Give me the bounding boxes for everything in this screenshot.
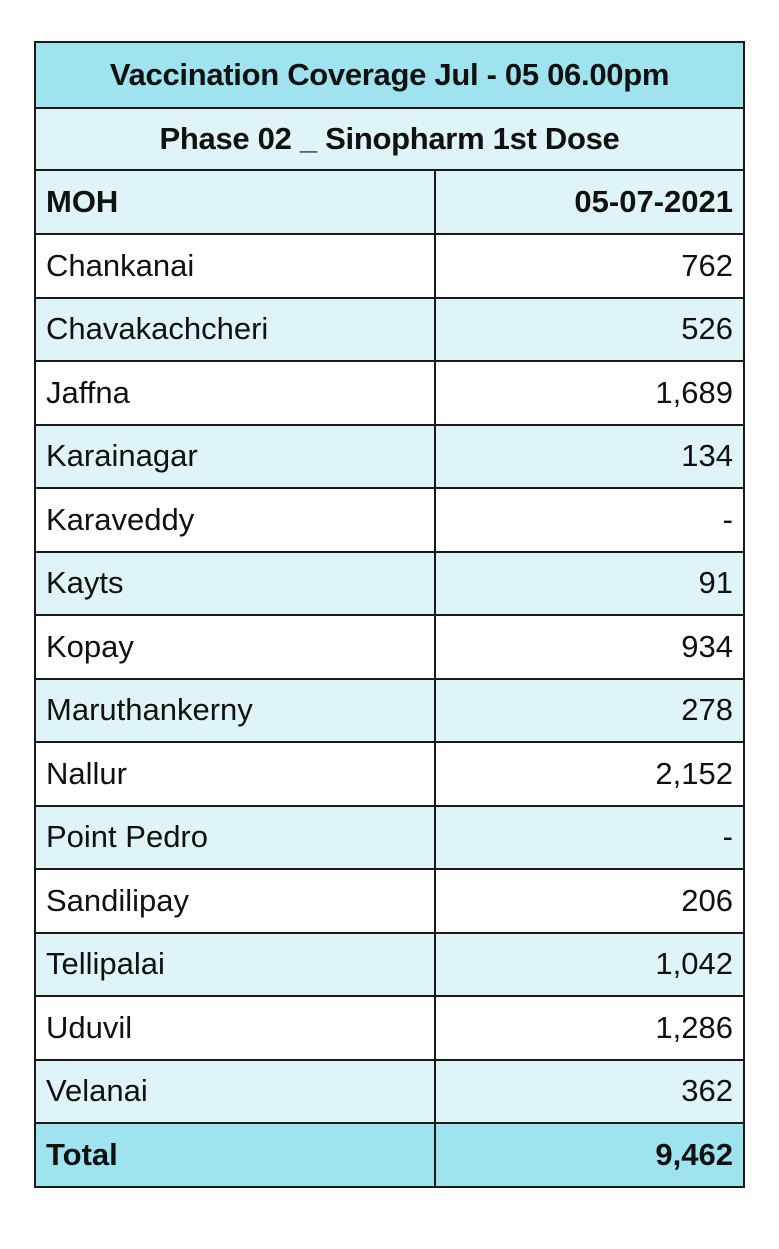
table-row bbox=[36, 616, 743, 680]
table-row bbox=[36, 362, 743, 426]
table-row bbox=[36, 870, 743, 934]
dose-count: 2,152 bbox=[655, 755, 733, 791]
header-moh: MOH bbox=[36, 171, 436, 233]
moh-name: Point Pedro bbox=[36, 807, 436, 869]
total-label: Total bbox=[36, 1124, 436, 1186]
dose-count: 526 bbox=[681, 311, 733, 347]
moh-name: Kayts bbox=[36, 553, 436, 615]
dose-count: 278 bbox=[681, 692, 733, 728]
header-row bbox=[36, 171, 743, 235]
dose-count: 206 bbox=[681, 882, 733, 918]
table-row bbox=[36, 997, 743, 1061]
dose-count: 1,689 bbox=[655, 374, 733, 410]
moh-name: Kopay bbox=[36, 616, 436, 678]
dose-count: - bbox=[722, 819, 733, 855]
moh-name: Velanai bbox=[36, 1061, 436, 1123]
moh-name: Chankanai bbox=[36, 235, 436, 297]
table-subtitle: Phase 02 _ Sinopharm 1st Dose bbox=[36, 109, 743, 171]
table-row bbox=[36, 934, 743, 998]
dose-count: 134 bbox=[681, 438, 733, 474]
total-row bbox=[36, 1124, 743, 1186]
table-row bbox=[36, 489, 743, 553]
moh-name: Nallur bbox=[36, 743, 436, 805]
table-row bbox=[36, 680, 743, 744]
moh-name: Chavakachcheri bbox=[36, 299, 436, 361]
dose-count: 762 bbox=[681, 247, 733, 283]
dose-count: 362 bbox=[681, 1073, 733, 1109]
moh-name: Uduvil bbox=[36, 997, 436, 1059]
dose-count: 91 bbox=[698, 565, 733, 601]
total-value: 9,462 bbox=[655, 1137, 733, 1172]
vaccination-table bbox=[34, 41, 745, 1188]
table-row bbox=[36, 235, 743, 299]
moh-name: Sandilipay bbox=[36, 870, 436, 932]
dose-count: 1,286 bbox=[655, 1009, 733, 1045]
table-row bbox=[36, 426, 743, 490]
dose-count: 934 bbox=[681, 628, 733, 664]
moh-name: Tellipalai bbox=[36, 934, 436, 996]
header-date: 05-07-2021 bbox=[574, 184, 733, 219]
moh-name: Jaffna bbox=[36, 362, 436, 424]
table-title: Vaccination Coverage Jul - 05 06.00pm bbox=[36, 43, 743, 109]
moh-name: Karainagar bbox=[36, 426, 436, 488]
table-row bbox=[36, 1061, 743, 1125]
table-row bbox=[36, 743, 743, 807]
table-row bbox=[36, 807, 743, 871]
table-row bbox=[36, 553, 743, 617]
dose-count: - bbox=[722, 501, 733, 537]
moh-name: Maruthankerny bbox=[36, 680, 436, 742]
moh-name: Karaveddy bbox=[36, 489, 436, 551]
dose-count: 1,042 bbox=[655, 946, 733, 982]
table-row bbox=[36, 299, 743, 363]
